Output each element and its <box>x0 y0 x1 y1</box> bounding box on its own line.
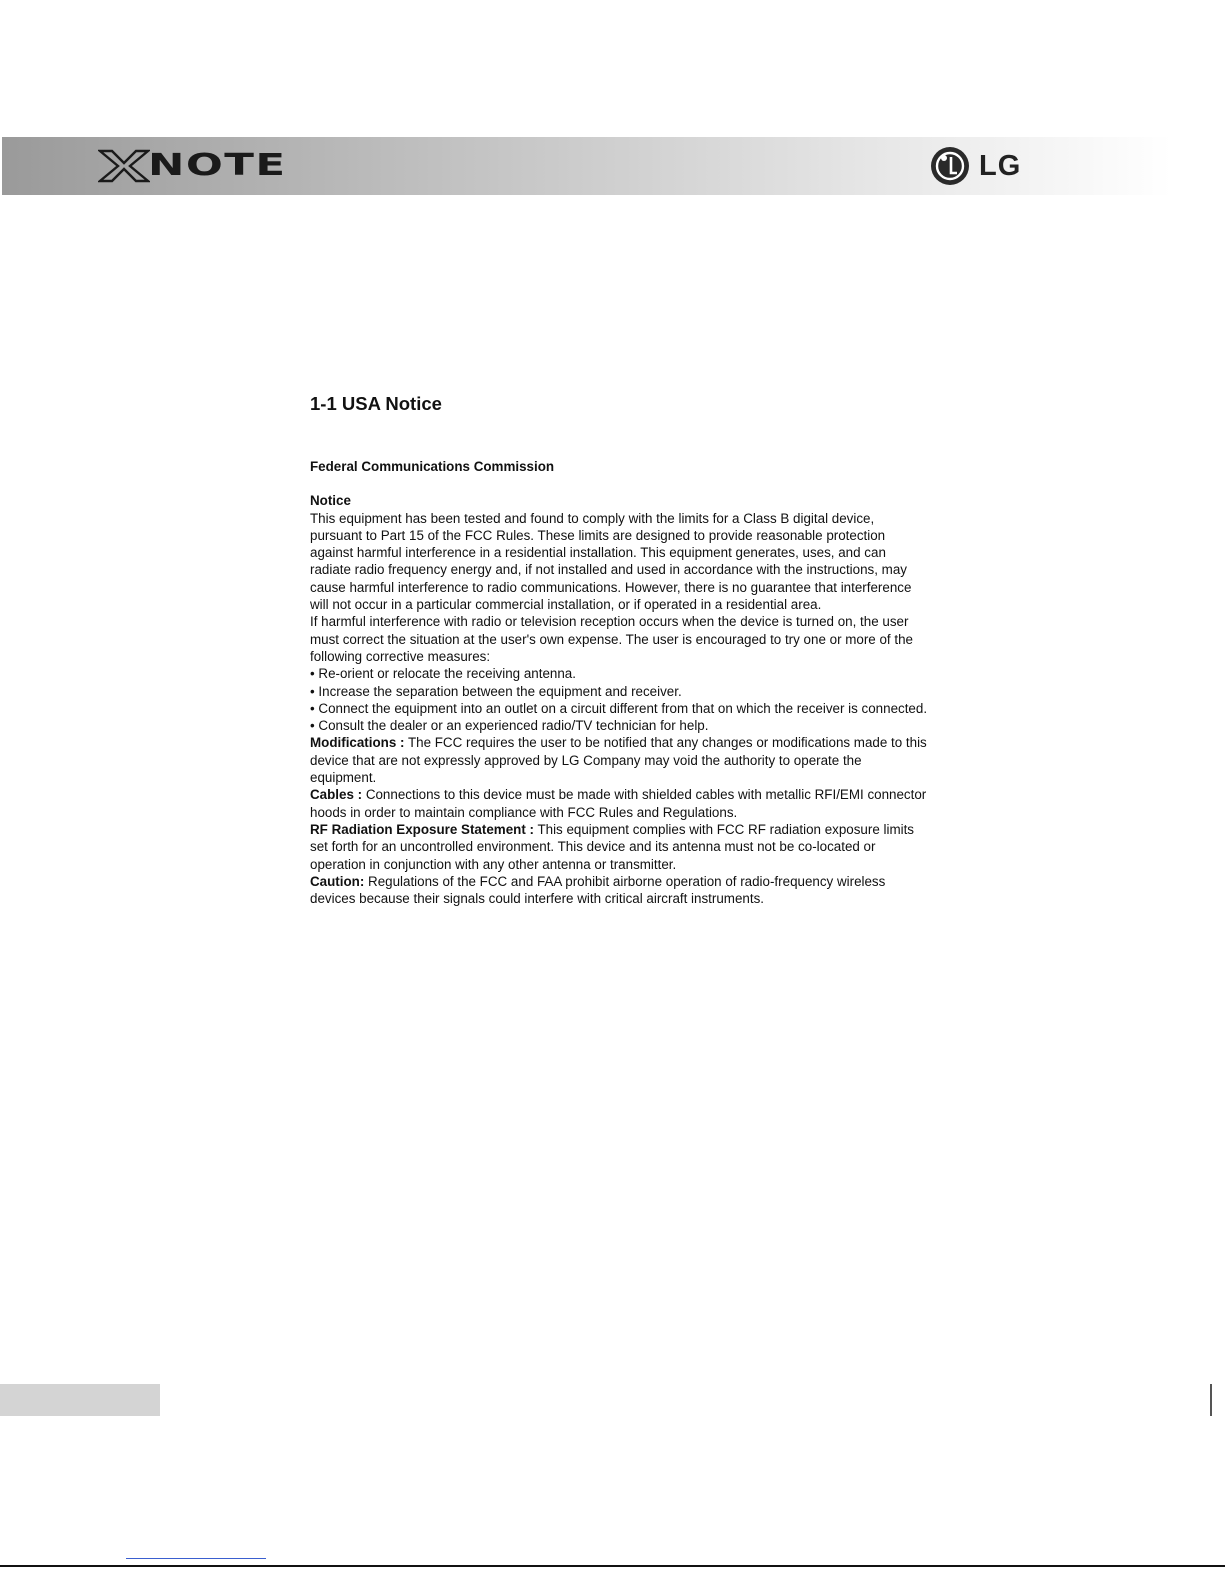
agency-heading: Federal Communications Commission <box>310 459 555 474</box>
notice-heading: Notice <box>310 493 351 509</box>
xnote-x-mark-icon <box>98 149 150 183</box>
xnote-logo <box>98 148 287 184</box>
modifications-text: The FCC requires the user to be notified that any changes or modifications made to this device that are not expressly approved by LG Company may void the authority to operate the equipment. <box>310 735 927 786</box>
section-title: 1-1 USA Notice <box>310 393 442 414</box>
caution-label: Caution: <box>310 873 365 889</box>
notice-body-1: This equipment has been tested and found to comply with the limits for a Class B digital device, pursuant to Part 15 of the FCC Rules. These limits are designed to provide reasonable protection against harmful interference in a residential installation. This equipment generates, uses, and can radiate radio frequency energy and, if not installed and used in accordance with the instructions, may cause harmful interference to radio communications. However, there is no guarantee that interference will not occur in a particular commercial installation, or if operated in a residential area. <box>310 510 912 613</box>
bottom-rule <box>0 1565 1225 1567</box>
caution-text: Regulations of the FCC and FAA prohibit airborne operation of radio-frequency wireless devices because their signals could interfere with critical aircraft instruments. <box>310 873 886 907</box>
caution-paragraph <box>310 873 930 908</box>
cables-text: Connections to this device must be made with shielded cables with metallic RFI/EMI connector hoods in order to maintain compliance with FCC Rules and Regulations. <box>310 787 927 820</box>
modifications-paragraph <box>310 734 930 786</box>
edge-mark <box>1210 1384 1212 1416</box>
fcc-notice-content <box>310 392 930 907</box>
xnote-wordmark: NOTE <box>148 148 287 183</box>
modifications-label: Modifications : <box>310 735 405 751</box>
lg-wordmark: LG <box>979 149 1022 182</box>
lg-face-icon <box>930 146 970 186</box>
bullet-item: • Consult the dealer or an experienced radio/TV technician for help. <box>310 718 709 734</box>
cables-label: Cables : <box>310 787 363 803</box>
cables-paragraph <box>310 786 930 821</box>
rf-exposure-label: RF Radiation Exposure Statement : <box>310 821 534 837</box>
bullet-item: • Increase the separation between the equipment and receiver. <box>310 683 682 699</box>
lg-logo <box>930 145 1021 187</box>
page-number-tab <box>0 1384 160 1416</box>
bullet-item: • Re-orient or relocate the receiving antenna. <box>310 666 576 682</box>
rf-exposure-text: This equipment complies with FCC RF radiation exposure limits set forth for an uncontrolled environment. This device and its antenna must not be co-located or operation in conjunction with any other antenna or transmitter. <box>310 821 915 872</box>
bullet-item: • Connect the equipment into an outlet on a circuit different from that on which the receiver is connected. <box>310 700 928 716</box>
rf-exposure-paragraph <box>310 821 930 873</box>
notice-body-2: If harmful interference with radio or television reception occurs when the device is turned on, the user must correct the situation at the user's own expense. The user is encouraged to try one or more of the following corrective measures: <box>310 614 913 664</box>
bottom-link-underline <box>126 1558 266 1559</box>
